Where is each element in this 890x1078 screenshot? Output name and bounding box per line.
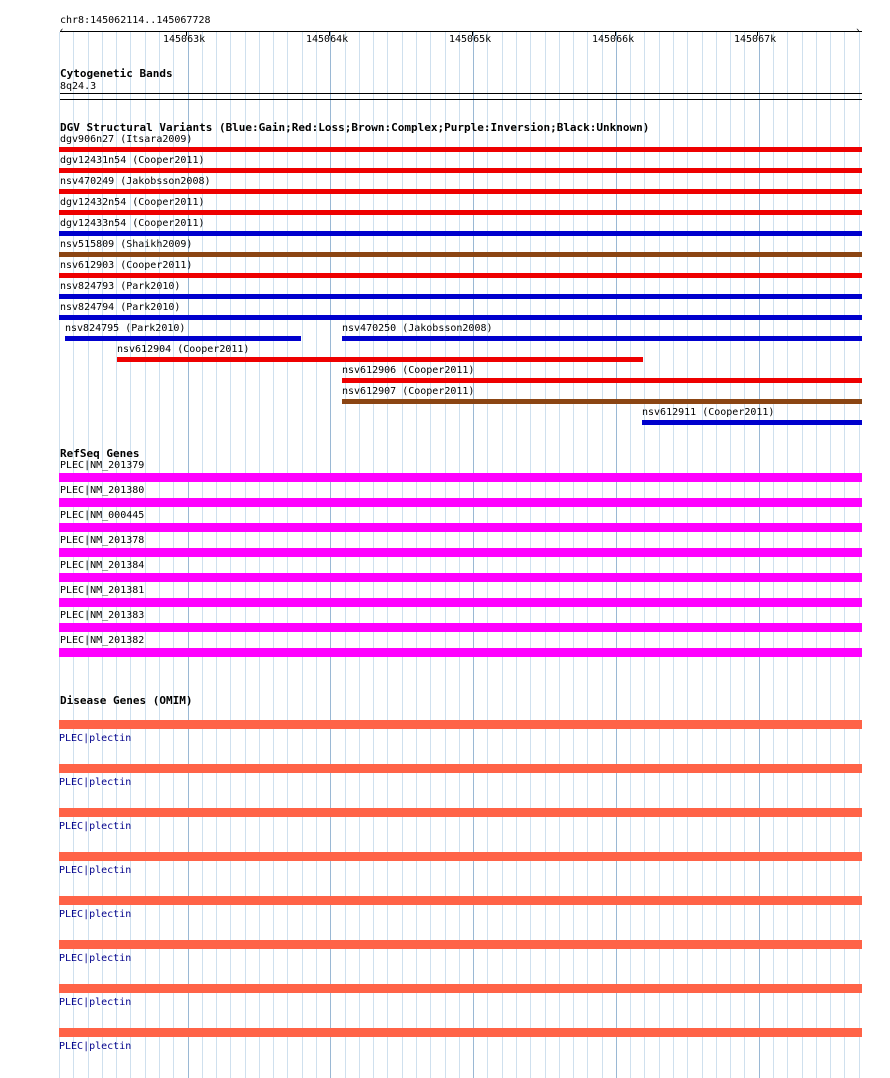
omim-gene-label[interactable]: PLEC|plectin [59,997,132,1008]
dgv-feature-label[interactable]: nsv612911 (Cooper2011) [642,407,775,418]
dgv-feature-bar[interactable] [59,252,862,257]
dgv-feature-bar[interactable] [342,336,862,341]
dgv-feature-label[interactable]: nsv515809 (Shaikh2009) [60,239,193,250]
omim-gene-label[interactable]: PLEC|plectin [59,909,132,920]
omim-gene-bar[interactable] [59,764,862,773]
refseq-gene-label[interactable]: PLEC|NM_201380 [60,485,145,496]
dgv-feature-label[interactable]: nsv470250 (Jakobsson2008) [342,323,493,334]
dgv-feature-bar[interactable] [65,336,301,341]
dgv-feature-label[interactable]: nsv824795 (Park2010) [65,323,186,334]
dgv-feature-bar[interactable] [342,378,862,383]
refseq-gene-bar[interactable] [59,548,862,557]
dgv-feature-label[interactable]: dgv12431n54 (Cooper2011) [60,155,205,166]
dgv-feature-bar[interactable] [59,273,862,278]
refseq-gene-bar[interactable] [59,648,862,657]
dgv-feature-label[interactable]: dgv12432n54 (Cooper2011) [60,197,205,208]
ruler-tick-label: 145064k [306,34,349,45]
location-readout: chr8:145062114..145067728 [60,15,211,26]
dgv-feature-bar[interactable] [59,231,862,236]
omim-gene-bar[interactable] [59,852,862,861]
cytoband-top-line [60,93,862,94]
omim-gene-bar[interactable] [59,940,862,949]
omim-gene-bar[interactable] [59,720,862,729]
refseq-gene-label[interactable]: PLEC|NM_201383 [60,610,145,621]
dgv-feature-bar[interactable] [59,210,862,215]
dgv-feature-bar[interactable] [59,168,862,173]
cytoband-bottom-line [60,99,862,100]
ruler-tick-label: 145063k [163,34,206,45]
dgv-feature-label[interactable]: nsv612907 (Cooper2011) [342,386,475,397]
omim-gene-label[interactable]: PLEC|plectin [59,1041,132,1052]
refseq-track-title: RefSeq Genes [60,447,140,460]
dgv-feature-label[interactable]: nsv824793 (Park2010) [60,281,181,292]
ruler-left-arrow-icon: ‹ [59,26,65,36]
refseq-gene-bar[interactable] [59,573,862,582]
refseq-gene-label[interactable]: PLEC|NM_201384 [60,560,145,571]
omim-gene-label[interactable]: PLEC|plectin [59,821,132,832]
dgv-feature-label[interactable]: dgv12433n54 (Cooper2011) [60,218,205,229]
refseq-gene-bar[interactable] [59,473,862,482]
dgv-feature-label[interactable]: nsv612904 (Cooper2011) [117,344,250,355]
dgv-track-title: DGV Structural Variants (Blue:Gain;Red:Loss;Brown:Complex;Purple:Inversion;Black:Unknown) [60,121,650,134]
omim-gene-label[interactable]: PLEC|plectin [59,733,132,744]
refseq-gene-bar[interactable] [59,598,862,607]
dgv-feature-label[interactable]: nsv612903 (Cooper2011) [60,260,193,271]
omim-gene-bar[interactable] [59,984,862,993]
dgv-feature-bar[interactable] [117,357,643,362]
ruler-tick-label: 145065k [449,34,492,45]
refseq-gene-label[interactable]: PLEC|NM_201378 [60,535,145,546]
dgv-feature-label[interactable]: nsv612906 (Cooper2011) [342,365,475,376]
refseq-gene-label[interactable]: PLEC|NM_201381 [60,585,145,596]
omim-gene-label[interactable]: PLEC|plectin [59,777,132,788]
omim-gene-bar[interactable] [59,808,862,817]
dgv-feature-bar[interactable] [59,189,862,194]
refseq-gene-bar[interactable] [59,498,862,507]
refseq-gene-label[interactable]: PLEC|NM_201379 [60,460,145,471]
cytoband-label: 8q24.3 [60,81,97,92]
dgv-feature-bar[interactable] [59,315,862,320]
dgv-feature-label[interactable]: nsv824794 (Park2010) [60,302,181,313]
dgv-feature-bar[interactable] [59,294,862,299]
omim-track-title: Disease Genes (OMIM) [60,694,193,707]
refseq-gene-label[interactable]: PLEC|NM_201382 [60,635,145,646]
ruler-tick-label: 145066k [592,34,635,45]
ruler-right-arrow-icon: › [855,26,861,36]
dgv-feature-label[interactable]: dgv906n27 (Itsara2009) [60,134,193,145]
refseq-gene-bar[interactable] [59,623,862,632]
dgv-feature-bar[interactable] [642,420,862,425]
ruler-axis [60,31,862,32]
cytoband-track-title: Cytogenetic Bands [60,67,173,80]
dgv-feature-bar[interactable] [342,399,862,404]
omim-gene-bar[interactable] [59,896,862,905]
omim-gene-bar[interactable] [59,1028,862,1037]
omim-gene-label[interactable]: PLEC|plectin [59,953,132,964]
refseq-gene-bar[interactable] [59,523,862,532]
omim-gene-label[interactable]: PLEC|plectin [59,865,132,876]
dgv-feature-label[interactable]: nsv470249 (Jakobsson2008) [60,176,211,187]
ruler-tick-label: 145067k [734,34,777,45]
refseq-gene-label[interactable]: PLEC|NM_000445 [60,510,145,521]
dgv-feature-bar[interactable] [59,147,862,152]
